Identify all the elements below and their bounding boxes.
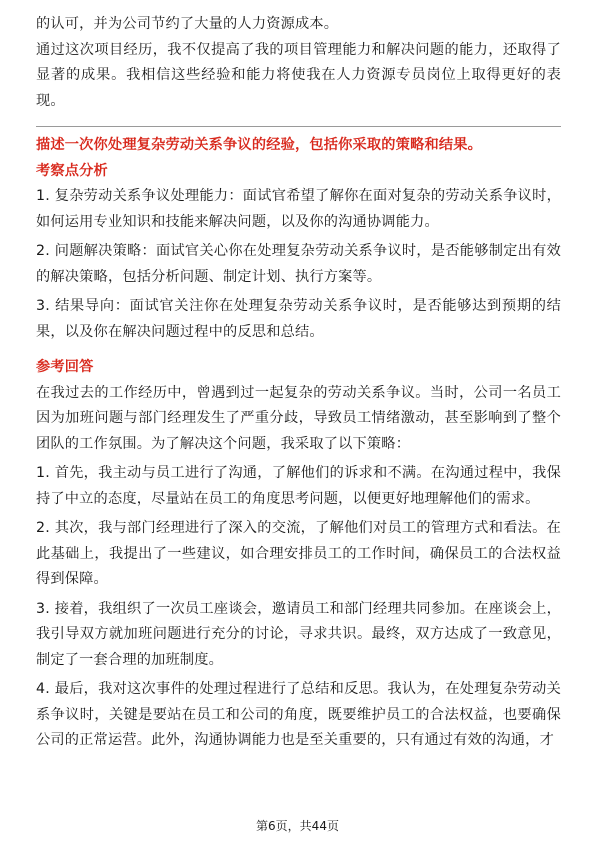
answer-item: 4. 最后，我对这次事件的处理过程进行了总结和反思。我认为，在处理复杂劳动关系争议时，关键是要站在员工和公司的角度，既要维护员工的合法权益，也要确保公司的正常运营。此外，沟通协调能力也是至关重要的，只有通过有效的沟通，才 xyxy=(36,681,561,748)
analysis-item: 2. 问题解决策略：面试官关心你在处理复杂劳动关系争议时，是否能够制定出有效的解决策略，包括分析问题、制定计划、执行方案等。 xyxy=(36,243,561,285)
document-page xyxy=(36,12,561,758)
question-title: 描述一次你处理复杂劳动关系争议的经验，包括你采取的策略和结果。 xyxy=(36,137,483,153)
answer-heading: 参考回答 xyxy=(36,359,94,375)
analysis-item: 3. 结果导向：面试官关注你在处理复杂劳动关系争议时，是否能够达到预期的结果，以及你在解决问题过程中的反思和总结。 xyxy=(36,298,561,340)
answer-item: 3. 接着，我组织了一次员工座谈会，邀请员工和部门经理共同参加。在座谈会上，我引导双方就加班问题进行充分的讨论，寻求共识。最终，双方达成了一致意见，制定了一套合理的加班制度。 xyxy=(36,600,561,668)
answer-item: 1. 首先，我主动与员工进行了沟通，了解他们的诉求和不满。在沟通过程中，我保持了中立的态度，尽量站在员工的角度思考问题，以便更好地理解他们的需求。 xyxy=(36,465,561,507)
page-number-footer: 第6页，共44页 xyxy=(256,819,339,833)
intro-paragraph-2: 通过这次项目经历，我不仅提高了我的项目管理能力和解决问题的能力，还取得了显著的成果。我相信这些经验和能力将使我在人力资源专员岗位上取得更好的表现。 xyxy=(36,41,561,109)
answer-item: 2. 其次，我与部门经理进行了深入的交流，了解他们对员工的管理方式和看法。在此基础上，我提出了一些建议，如合理安排员工的工作时间，确保员工的合法权益得到保障。 xyxy=(36,520,561,587)
section-divider xyxy=(36,126,561,127)
analysis-item: 1. 复杂劳动关系争议处理能力：面试官希望了解你在面对复杂的劳动关系争议时，如何运用专业知识和技能来解决问题，以及你的沟通协调能力。 xyxy=(36,188,561,230)
answer-opening: 在我过去的工作经历中，曾遇到过一起复杂的劳动关系争议。当时，公司一名员工因为加班问题与部门经理发生了严重分歧，导致员工情绪激动，甚至影响到了整个团队的工作氛围。为了解决这个问题，我采取了以下策略： xyxy=(36,384,561,452)
intro-paragraph-1: 的认可，并为公司节约了大量的人力资源成本。 xyxy=(36,16,339,32)
analysis-heading: 考察点分析 xyxy=(36,162,108,179)
